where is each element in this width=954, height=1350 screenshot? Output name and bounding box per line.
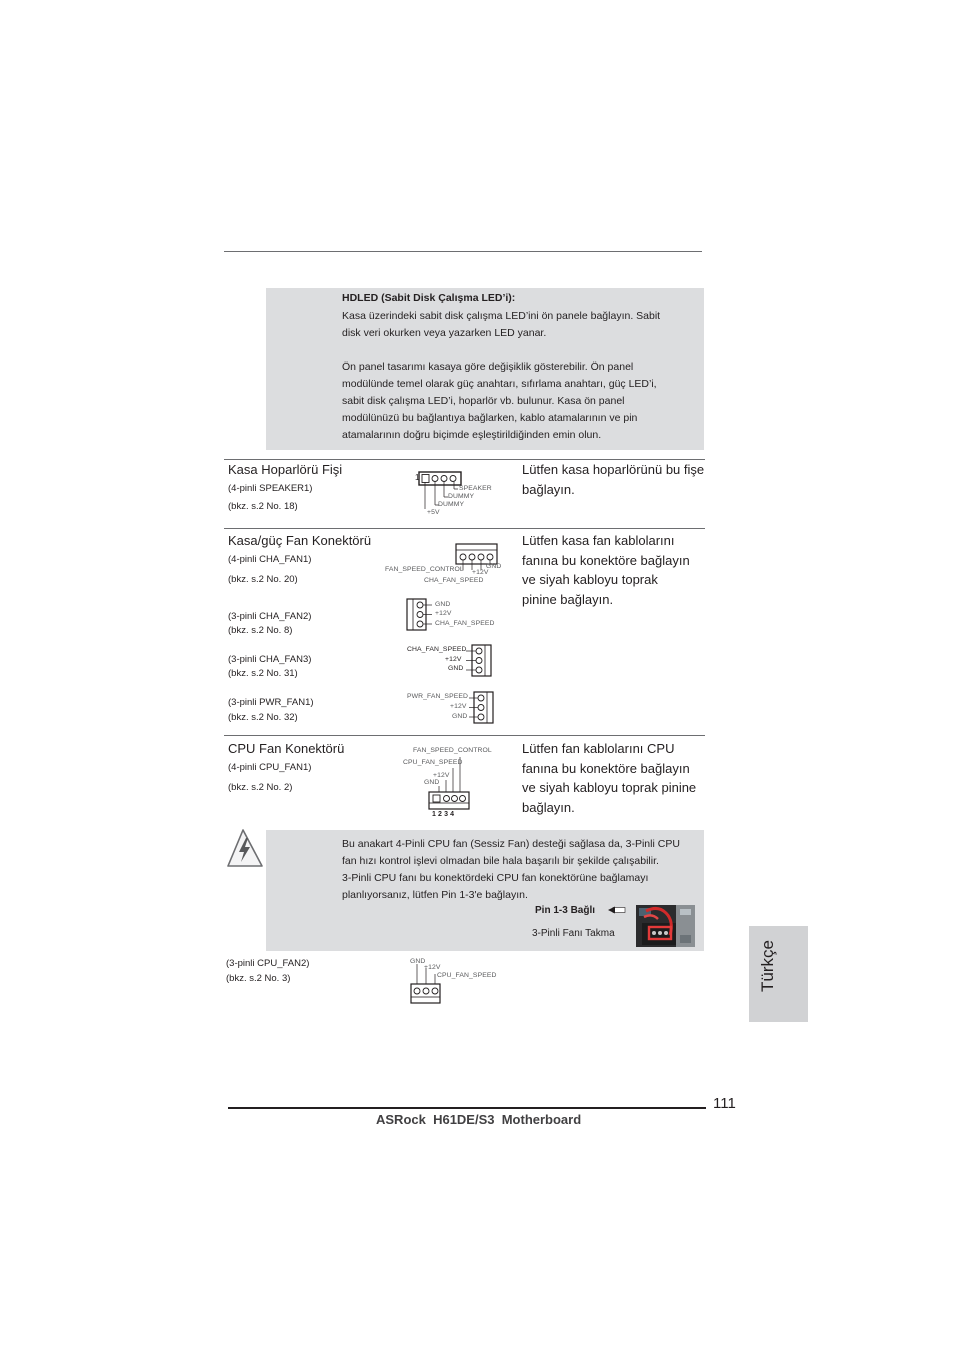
footer-model: ASRock H61DE/S3 Motherboard (376, 1112, 582, 1127)
speaker-label-dummy2: DUMMY (438, 501, 465, 508)
speaker-sub2: (bkz. s.2 No. 18) (228, 501, 298, 512)
cha-fan2-sub2: (bkz. s.2 No. 8) (228, 625, 293, 636)
cpu-fan-rule (224, 735, 705, 736)
pwr-fan1-label-speed: PWR_FAN_SPEED (407, 693, 468, 700)
speaker-label-speaker: SPEAKER (459, 485, 492, 492)
speaker-desc: Lütfen kasa hoparlörünü bu fişe bağlayın. (522, 462, 705, 497)
cpu-fan2-sub1: (3-pinli CPU_FAN2) (226, 958, 310, 969)
pwr-fan1-label-gnd: GND (452, 713, 468, 720)
cpu-fan-sub1: (4-pinli CPU_FAN1) (228, 762, 312, 773)
cpu-fan2-label-12v: +12V (424, 964, 441, 971)
cpu-fan1-label-gnd: GND (424, 779, 440, 786)
pwr-fan1-label-12v: +12V (450, 703, 467, 710)
cha-fan1-label-speed: CHA_FAN_SPEED (424, 577, 484, 584)
chassis-fan-desc: Lütfen kasa fan kablolarını fanına bu konektöre bağlayın ve siyah kabloyu toprak pinine bağlayın. (522, 533, 690, 607)
arrow-left-icon (607, 905, 627, 915)
cha-fan2-label-speed: CHA_FAN_SPEED (435, 620, 495, 627)
cpu-fan2-sub2: (bkz. s.2 No. 3) (226, 973, 291, 984)
cpu-fan1-pin-numbers: 1 2 3 4 (432, 811, 455, 818)
cha-fan1-label-fsc: FAN_SPEED_CONTROL (385, 566, 464, 573)
warning-icon (226, 828, 268, 868)
pin13-label: Pin 1-3 Bağlı (535, 905, 596, 916)
hdled-title: HDLED (Sabit Disk Çalışma LED’i): (342, 292, 516, 304)
warning-text: Bu anakart 4-Pinli CPU fan (Sessiz Fan) desteği sağlasa da, 3-Pinli CPU fan hızı kontrol işlevi olmadan bile hala başarılı bir şekilde çalışabilir. 3-Pinli CPU fanı bu konektördeki CPU fan konektörüne bağlamayı planlıyorsanız, lütfen Pin 1-3'e bağlayın. (342, 838, 680, 901)
speaker-title: Kasa Hoparlörü Fişi (228, 462, 343, 477)
cha-fan1-sub1: (4-pinli CHA_FAN1) (228, 554, 312, 565)
cha-fan2-connector-diagram (406, 598, 438, 632)
cha-fan2-sub1: (3-pinli CHA_FAN2) (228, 611, 312, 622)
cha-fan2-label-gnd: GND (435, 601, 451, 608)
language-tab-label: Türkçe (758, 940, 777, 992)
cha-fan3-connector-diagram (462, 644, 492, 678)
hdled-text: Kasa üzerindeki sabit disk çalışma LED’ini ön panele bağlayın. Sabit disk veri okurken veya yazarken LED yanar. Ön panel tasarımı kasaya göre değişiklik gösterebilir. Ön panel modülünde temel olarak güç anahtarı, sıfırlama anahtarı, güç LED’i, sabit disk çalışma LED’i, hoparlör vb. bulunur. Kasa ön panel modülünüzü bu bağlantıya bağlarken, kablo atamalarının ve pin atamalarının doğru biçimde eşleştirildiğinden emin olun. (342, 310, 661, 441)
speaker-label-5v: +5V (427, 509, 440, 516)
speaker-sub1: (4-pinli SPEAKER1) (228, 483, 313, 494)
cpu-fan-sub2: (bkz. s.2 No. 2) (228, 782, 293, 793)
cha-fan3-label-12v: +12V (445, 656, 462, 663)
cpu-fan-desc: Lütfen fan kablolarını CPU fanına bu konektöre bağlayın ve siyah kabloyu toprak pinine bağlayın. (522, 741, 697, 815)
speaker-label-pin1: 1 (415, 473, 420, 482)
pwr-fan1-sub2: (bkz. s.2 No. 32) (228, 712, 298, 723)
chassis-fan-title: Kasa/güç Fan Konektörü (228, 533, 372, 548)
speaker-label-dummy1: DUMMY (448, 493, 475, 500)
footer-rule (228, 1107, 706, 1109)
cha-fan2-label-12v: +12V (435, 610, 452, 617)
cha-fan3-label-gnd: GND (448, 665, 464, 672)
cpu-fan-title: CPU Fan Konektörü (228, 741, 345, 756)
install-label: 3-Pinli Fanı Takma (532, 928, 615, 939)
cha-fan3-label-speed: CHA_FAN_SPEED (407, 646, 467, 653)
cpu-fan1-label-speed: CPU_FAN_SPEED (403, 759, 463, 766)
cpu-fan2-label-gnd: GND (410, 958, 426, 965)
pwr-fan1-connector-diagram (465, 691, 495, 725)
cha-fan1-sub2: (bkz. s.2 No. 20) (228, 574, 298, 585)
cha-fan3-sub2: (bkz. s.2 No. 31) (228, 668, 298, 679)
cha-fan1-label-12v: +12V (472, 569, 489, 576)
cha-fan1-label-gnd: GND (486, 563, 502, 570)
cpu-fan2-label-speed: CPU_FAN_SPEED (437, 972, 497, 979)
pwr-fan1-sub1: (3-pinli PWR_FAN1) (228, 697, 314, 708)
cha-fan3-sub1: (3-pinli CHA_FAN3) (228, 654, 312, 665)
chassis-fan-rule (224, 528, 705, 529)
cpu-fan1-label-fsc: FAN_SPEED_CONTROL (413, 747, 492, 754)
top-rule (224, 251, 702, 252)
cpu-fan1-label-12v: +12V (433, 772, 450, 779)
page-number: 111 (713, 1095, 736, 1112)
fan-install-photo (636, 905, 695, 947)
